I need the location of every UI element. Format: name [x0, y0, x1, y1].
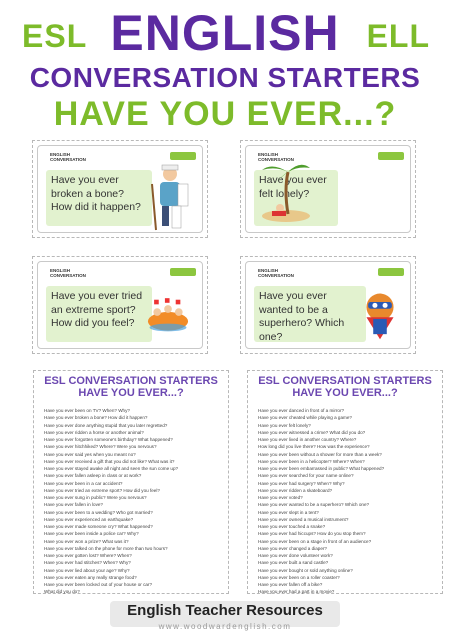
card-label: ENGLISH CONVERSATION	[50, 152, 86, 162]
card-label: ENGLISH CONVERSATION	[258, 268, 294, 278]
list-item: Have you ever been locked out of your house or car?	[44, 582, 153, 587]
list-item: How long did you live there? How was the experience?	[258, 444, 370, 450]
conversation-card-1	[32, 140, 208, 238]
list-item: Have you ever owned a musical instrument?	[258, 516, 349, 522]
question-list	[258, 407, 438, 596]
logo-icon	[170, 268, 196, 276]
logo-icon	[378, 268, 404, 276]
list-item: Have you ever forgotten someone's birthday? What happened?	[44, 437, 173, 442]
page-question: HAVE YOU EVER...?	[53, 95, 397, 133]
list-item: Have you ever ridden a skateboard?	[258, 487, 333, 493]
list-item: Have you ever fallen in love?	[44, 502, 103, 508]
list-item: Have you ever been to a wedding? Who got married?	[44, 509, 153, 515]
list-item: Have you ever had stitches? When? Why?	[44, 560, 131, 566]
list-item: Have you ever sung in public? Were you nervous?	[44, 495, 147, 500]
list-title: ESL CONVERSATION STARTERS HAVE YOU EVER...?	[258, 375, 432, 399]
card-question: Have you ever wanted to be a superhero? Which one?	[254, 286, 366, 342]
list-item: Have you ever been on a roller coaster?	[258, 574, 340, 580]
list-item: What did you do?	[44, 589, 80, 595]
conversation-card-2	[240, 140, 416, 238]
card-question: Have you ever broken a bone? How did it happen?	[46, 170, 152, 226]
list-item: Have you ever searched for your name online?	[258, 473, 354, 479]
rafting-icon	[142, 292, 194, 346]
card-label: ENGLISH CONVERSATION	[50, 268, 86, 278]
list-item: Have you ever been without a shower for more than a week?	[258, 451, 382, 457]
list-item: Have you ever made someone cry? What happened?	[44, 524, 153, 529]
island-icon	[254, 156, 314, 226]
list-item: Have you ever done anything stupid that you later regretted?	[44, 422, 168, 428]
list-item: Have you ever hitchhiked? Where? Were you nervous?	[44, 444, 157, 450]
logo-icon	[170, 152, 196, 160]
list-item: Have you ever fallen off a bike?	[258, 582, 323, 587]
header	[0, 0, 450, 140]
footer-url[interactable]: www.woodwardenglish.com	[158, 622, 292, 631]
list-item: Have you ever had hiccups? How do you stop them?	[258, 531, 366, 537]
list-item: Have you ever slept in a tent?	[258, 509, 319, 515]
card-question: Have you ever felt lonely?	[254, 170, 338, 226]
list-item: Have you ever done volunteer work?	[258, 553, 333, 558]
list-item: Have you ever lied about your age? Why?	[44, 567, 130, 573]
question-list	[44, 407, 224, 596]
esl-tag: ESL	[22, 18, 88, 54]
card-label: ENGLISH CONVERSATION	[258, 152, 294, 162]
list-item: Have you ever had surgery? When? Why?	[258, 480, 345, 486]
list-item: Have you ever talked on the phone for more than two hours?	[44, 545, 168, 551]
list-item: Have you ever been embarrassed in public? What happened?	[258, 466, 385, 471]
question-list-1	[33, 370, 229, 594]
list-item: Have you ever built a sand castle?	[258, 560, 329, 566]
list-item: Have you ever fallen asleep in class or at work?	[44, 473, 142, 479]
list-item: Have you ever stayed awake all night and seen the sun come up?	[44, 466, 179, 471]
conversation-card-4	[240, 256, 416, 354]
conversation-card-3	[32, 256, 208, 354]
question-list-2	[247, 370, 443, 594]
page-title: ENGLISH	[110, 5, 340, 61]
list-item: Have you ever been on a stage in front of an audience?	[258, 538, 372, 544]
list-item: Have you ever eaten any really strange food?	[44, 574, 137, 580]
list-item: Have you ever tried an extreme sport? How did you feel?	[44, 487, 160, 493]
footer-text: English Teacher Resources	[127, 602, 323, 619]
title-row	[0, 4, 450, 62]
list-item: Have you ever voted?	[258, 495, 303, 500]
list-item: Have you ever wanted to be a superhero? Which one?	[258, 502, 370, 508]
list-item: Have you ever won a prize? What was it?	[44, 538, 129, 544]
list-item: Have you ever felt lonely?	[258, 422, 311, 428]
list-item: Have you ever been in a car accident?	[44, 480, 123, 486]
page-subtitle: CONVERSATION STARTERS	[29, 62, 421, 93]
list-item: Have you ever witnessed a crime? What did you do?	[258, 429, 366, 435]
list-item: Have you ever said yes when you meant no?	[44, 451, 136, 457]
list-item: Have you ever danced in front of a mirror?	[258, 408, 345, 413]
list-item: Have you ever cheated while playing a game?	[258, 415, 352, 421]
list-item: Have you ever changed a diaper?	[258, 545, 327, 551]
list-item: Have you ever been in a helicopter? Where? When?	[258, 458, 365, 464]
list-item: Have you ever bought or sold anything online?	[258, 567, 353, 573]
list-title: ESL CONVERSATION STARTERS HAVE YOU EVER...?	[44, 375, 218, 399]
list-item: Have you ever had a part in a movie?	[258, 589, 335, 595]
list-item: Have you ever ridden a horse or another animal?	[44, 429, 144, 435]
injured-man-icon	[142, 162, 194, 232]
list-item: Have you ever been inside a police car? Why?	[44, 531, 139, 537]
list-item: Have you ever gotten lost? Where? When?	[44, 553, 132, 558]
superhero-icon	[358, 278, 402, 348]
list-item: Have you ever touched a snake?	[258, 524, 326, 529]
ell-tag: ELL	[366, 18, 430, 54]
logo-icon	[378, 152, 404, 160]
list-item: Have you ever received a gift that you did not like? What was it?	[44, 458, 175, 464]
list-item: Have you ever experienced an earthquake?	[44, 516, 134, 522]
list-item: Have you ever been on TV? When? Why?	[44, 408, 130, 413]
list-item: Have you ever lived in another country? Where?	[258, 437, 357, 442]
card-question: Have you ever tried an extreme sport? How did you feel?	[46, 286, 152, 342]
list-item: Have you ever broken a bone? How did it happen?	[44, 415, 148, 421]
